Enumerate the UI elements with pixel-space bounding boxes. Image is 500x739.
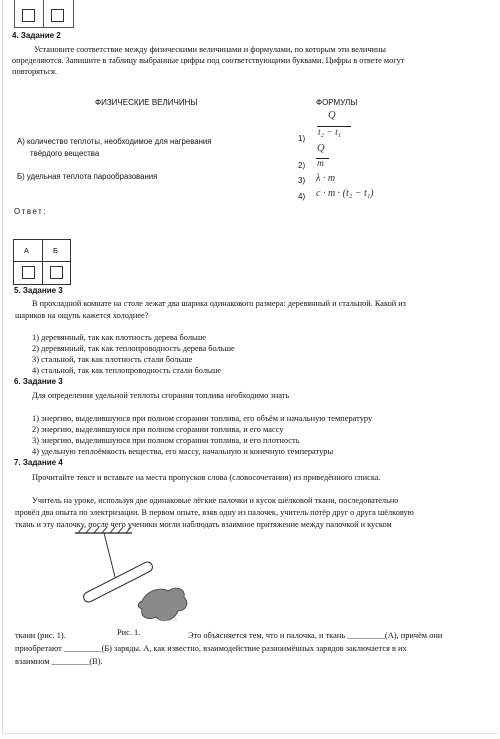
- task6-option-4[interactable]: 4) удельную теплоёмкость вещества, его массу, начальную и конечную температуры: [32, 447, 334, 456]
- figure-caption: Рис. 1.: [117, 628, 141, 637]
- formula-2-numerator: Q: [317, 143, 325, 154]
- task4-instruction-line1: Установите соответствие между физическими величинами и формулами, по которым эти величины: [34, 45, 386, 54]
- answer-table-row-line: [14, 261, 70, 262]
- answer-box-b[interactable]: [50, 266, 63, 279]
- physical-quantities-header: ФИЗИЧЕСКИЕ ВЕЛИЧИНЫ: [95, 98, 198, 107]
- formulas-header: ФОРМУЛЫ: [316, 98, 358, 107]
- formula-4: c · m · (t₂ − t₁): [316, 188, 374, 199]
- page-bottom-border: [2, 733, 498, 734]
- task4-heading: 4. Задание 2: [12, 31, 61, 40]
- formula-3-number: 3): [298, 176, 306, 185]
- silk-cloth: [138, 588, 187, 620]
- quantity-a-line2: твёрдого вещества: [30, 149, 100, 158]
- task6-heading: 6. Задание 3: [14, 377, 63, 386]
- figure-watermark: reshuoge.ru: [156, 617, 178, 622]
- figure-rod-and-cloth: [70, 527, 210, 627]
- task7-paragraph-line2: провёл два опыта по электризации. В первом опыте, взяв одну из палочек, учитель потёр друг о друга шёлковую: [15, 508, 414, 517]
- quantity-a-line1: А) количество теплоты, необходимое для нагревания: [17, 137, 212, 146]
- task6-question: Для определения удельной теплоты сгорания топлива необходимо знать: [32, 391, 290, 400]
- task5-option-3[interactable]: 3) стальной, так как плотность стали больше: [32, 355, 193, 364]
- task7-paragraph-line1: Учитель на уроке, используя две одинаковые лёгкие палочки и кусок шёлковой ткани, последовательно: [32, 496, 399, 505]
- task5-option-2[interactable]: 2) деревянный, так как теплопроводность дерева больше: [32, 344, 235, 353]
- formula-4-number: 4): [298, 192, 306, 201]
- prev-answer-divider: [43, 0, 44, 28]
- task6-option-3[interactable]: 3) энергию, выделившуюся при полном сгорании топлива, и его плотность: [32, 436, 300, 445]
- formula-2-number: 2): [298, 161, 306, 170]
- task6-option-1[interactable]: 1) энергию, выделившуюся при полном сгорании топлива, его объём и начальную температуру: [32, 414, 373, 423]
- formula-1-numerator: Q: [328, 110, 336, 121]
- formula-1-denominator: t₂ − t₁: [318, 128, 342, 138]
- task7-heading: 7. Задание 4: [14, 458, 63, 467]
- answer-table-divider: [42, 240, 43, 284]
- task5-heading: 5. Задание 3: [14, 286, 63, 295]
- page-left-border: [2, 0, 3, 734]
- task7-tail-line1-left: ткани (рис. 1).: [15, 631, 66, 640]
- task4-instruction-line3: повторяться.: [12, 67, 57, 76]
- ceiling-hatching: [78, 527, 131, 533]
- task7-instruction: Прочитайте текст и вставьте на места пропусков слова (словосочетания) из приведённого списка.: [32, 473, 381, 482]
- suspension-thread: [104, 533, 115, 577]
- answer-table-col-a: А: [24, 246, 30, 255]
- task4-instruction-line2: определяются. Запишите в таблицу выбранные цифры под соответствующими буквами. Цифры в ответе могут: [12, 56, 405, 65]
- task5-option-1[interactable]: 1) деревянный, так как плотность дерева больше: [32, 333, 206, 342]
- formula-2-denominator: m: [317, 159, 324, 169]
- light-rod: [82, 560, 154, 603]
- prev-answer-box-b[interactable]: [51, 9, 64, 22]
- task7-tail-line1-right: Это объясняется тем, что и палочка, и ткань _________(А), причём они: [188, 631, 443, 640]
- formula-1-number: 1): [298, 134, 306, 143]
- task5-question-line2: шариков на ощупь кажется холоднее?: [15, 311, 149, 320]
- task5-option-4[interactable]: 4) стальной, так как теплопроводность стали больше: [32, 366, 222, 375]
- formula-3: λ · m: [316, 173, 336, 184]
- task7-paragraph-line3: ткань и эту палочку, после чего ученики могли наблюдать взаимное притяжение между палочкой и куском: [15, 520, 392, 529]
- answer-table: [13, 239, 71, 285]
- task7-tail-line2: приобретают _________(Б) заряды. А, как известно, взаимодействие разноимённых зарядов заключается в их: [15, 644, 407, 653]
- answer-label: Ответ:: [14, 207, 48, 216]
- answer-box-a[interactable]: [22, 266, 35, 279]
- answer-table-col-b: Б: [53, 246, 58, 255]
- task7-tail-line3: взаимном _________(В).: [15, 657, 103, 666]
- formula-1-fraction-line: [317, 126, 351, 127]
- task6-option-2[interactable]: 2) энергию, выделившуюся при полном сгорании топлива, и его массу: [32, 425, 284, 434]
- quantity-b: Б) удельная теплота парообразования: [17, 172, 158, 181]
- task5-question-line1: В прохладной комнате на столе лежат два шарика одинакового размера: деревянный и стальной. Какой из: [32, 299, 406, 308]
- prev-answer-box-a[interactable]: [22, 9, 35, 22]
